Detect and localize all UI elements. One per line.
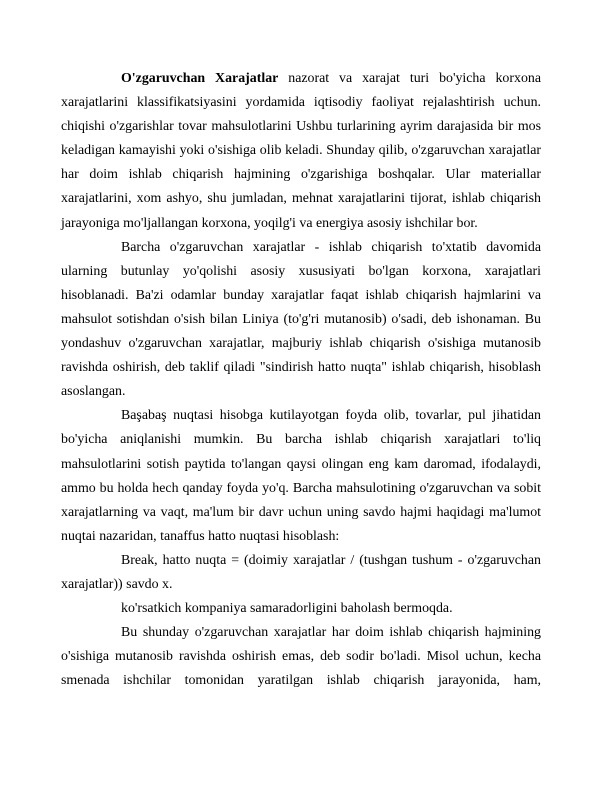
document-body xyxy=(61,67,541,693)
paragraph-2-text: Barcha o'zgaruvchan xarajatlar - ishlab chiqarish to'xtatib davomida ularning butunlay yo'qolishi asosiy xususiyati bo'lgan korxona, xarajatlari hisoblanadi. Ba'zi odamlar bunday xarajatlar faqat ishlab chiqarish hajmlarini va mahsulot sotishdan o'sish bilan Liniya (to'g'ri mutanosib) o'sadi, deb ishonaman. Bu yondashuv o'zgaruvchan xarajatlar, majburiy ishlab chiqarish o'sishiga mutanosib ravishda oshirish, deb taklif qiladi "sindirish hatto nuqta" ishlab chiqarish, hisoblash asoslangan. xyxy=(61,239,541,400)
paragraph-5-text: ko'rsatkich kompaniya samaradorligini baholash bermoqda. xyxy=(121,601,453,617)
paragraph-1-text: nazorat va xarajat turi bo'yicha korxona xarajatlarini klassifikatsiyasini yordamida iqtisodiy faoliyat rejalashtirish uchun. chiqishi o'zgarishlar tovar mahsulotlarini Ushbu turlarining ayrim darajasida bir mos keladigan kamayishi yoki o'sishiga olib keladi. Shunday qilib, o'zgaruvchan xarajatlar har doim ishlab chiqarish hajmining o'zgarishiga boshqalar. Ular materiallar xarajatlarini, xom ashyo, shu jumladan, mehnat xarajatlarini tijorat, ishlab chiqarish jarayoniga mo'ljallangan korxona, yoqilg'i va energiya asosiy ishchilar bor. xyxy=(61,71,541,231)
paragraph-2 xyxy=(61,236,541,405)
paragraph-1 xyxy=(61,67,541,236)
paragraph-1-lead-term: O'zgaruvchan Xarajatlar xyxy=(121,71,279,86)
paragraph-4-formula-text: Break, hatto nuqta = (doimiy xarajatlar / (tushgan tushum - o'zgaruvchan xarajatlar)) savdo x. xyxy=(61,552,541,592)
paragraph-3 xyxy=(61,404,541,549)
paragraph-6 xyxy=(61,621,541,693)
paragraph-4 xyxy=(61,549,541,597)
paragraph-5 xyxy=(61,597,541,621)
paragraph-6-text: Bu shunday o'zgaruvchan xarajatlar har doim ishlab chiqarish hajmining o'sishiga mutanosib ravishda oshirish emas, deb sodir bo'ladi. Misol uchun, kecha smenada ishchilar tomonidan yaratilgan ishlab chiqarish jarayonida, ham, xyxy=(61,625,541,689)
paragraph-3-text: Başabaş nuqtasi hisobga kutilayotgan foyda olib, tovarlar, pul jihatidan bo'yicha aniqlanishi mumkin. Bu barcha ishlab chiqarish xarajatlari to'liq mahsulotlarini sotish paytida to'langan qaysi olingan eng kam daromad, ifodalaydi, ammo bu holda hech qanday foyda yo'q. Barcha mahsulotining o'zgaruvchan va sobit xarajatlarning va vaqt, ma'lum bir davr uchun uning savdo hajmi haqidagi ma'lumot nuqtai nazaridan, tanaffus hatto nuqtasi hisoblash: xyxy=(61,408,541,544)
